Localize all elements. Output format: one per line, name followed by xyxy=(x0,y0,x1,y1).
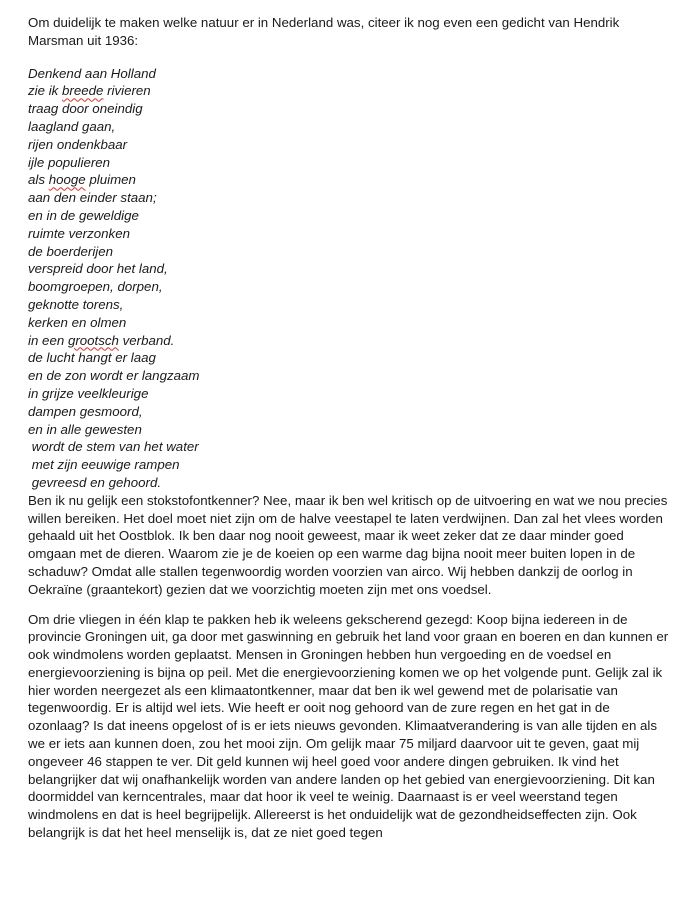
poem-line-text: verband. xyxy=(118,332,175,348)
poem-line-text: zie ik xyxy=(28,83,62,99)
spellcheck-flagged-word[interactable]: grootsch xyxy=(67,332,119,348)
poem-line: gevreesd en gehoord. xyxy=(28,474,162,490)
poem-line: ijle populieren xyxy=(28,154,111,170)
poem-line xyxy=(28,171,674,189)
paragraph-2: Om drie vliegen in één klap te pakken heb ik weleens gekscherend gezegd: Koop bijna iedereen in de provincie Groningen uit, ga door met gaswinning en gebruik het land voor graan en boeren en dan kunnen er ook windmolens worden geplaatst. Mensen in Groningen hebben hun vergoeding en de voedsel en energievoorziening is bijna op peil. Met die energievoorziening komen we op het volgende punt. Gelijk zal ik hier worden neergezet als een klimaatontkenner, maar dat ben ik wel gewend met de polarisatie van tegenwoordig. Er is altijd wel iets. Wie heeft er ooit nog gehoord van de zure regen en het gat in de ozonlaag? Is dat ineens opgelost of is er iets nieuws gevonden. Klimaatverandering is van alle tijden en als we er iets aan kunnen doen, zou het mooi zijn. Om gelijk maar 75 miljard daarvoor uit te geven, gaat mij ongeveer 46 stappen te ver. Dit geld kunnen wij heel goed voor andere dingen gebruiken. Ik vind het belangrijker dat wij onafhankelijk worden van andere landen op het gebied van energievoorziening. Dit kan doormiddel van kerncentrales, maar dat hoor ik veel te weinig. Daarnaast is er veel weerstand tegen windmolens en dat is heel begrijpelijk. Allereerst is het onduidelijk wat de gezondheidseffecten zijn. Ook belangrijk is dat het heel menselijk is, dat ze niet goed tegen xyxy=(28,611,669,841)
poem-line: traag door oneindig xyxy=(28,101,143,117)
poem-line: wordt de stem van het water xyxy=(28,439,199,455)
poem-line-text: in een xyxy=(28,332,68,348)
poem-line-text: pluimen xyxy=(85,172,136,188)
document-page xyxy=(28,14,674,854)
poem-line: laagland gaan, xyxy=(28,118,116,134)
poem-line: met zijn eeuwige rampen xyxy=(28,457,180,473)
poem-line xyxy=(28,82,674,100)
poem-line: de lucht hangt er laag xyxy=(28,350,156,366)
paragraph-1: Ben ik nu gelijk een stokstofontkenner? Nee, maar ik ben wel kritisch op de uitvoering en wat we nou precies willen bereiken. Het doel moet niet zijn om de halve veestapel te laten verdwijnen. Dan zal het vlees worden gehaald uit het Oostblok. Ik ben daar nog nooit geweest, maar ik weet zeker dat ze daar minder goed omgaan met de dieren. Waarom zie je de koeien op een warme dag bijna nooit meer buiten lopen in de schaduw? Omdat alle stallen tegenwoordig worden voorzien van airco. Wij hebben dankzij de oorlog in Oekraïne (graantekort) gezien dat we voorzichtig moeten zijn met ons voedsel. xyxy=(28,492,668,597)
poem-line: rijen ondenkbaar xyxy=(28,136,128,152)
poem-line: verspreid door het land, xyxy=(28,261,168,277)
spellcheck-flagged-word[interactable]: hooge xyxy=(48,172,86,188)
poem-line: dampen gesmoord, xyxy=(28,403,143,419)
poem-line: aan den einder staan; xyxy=(28,190,157,206)
poem-line-text: als xyxy=(28,172,49,188)
poem-line: en in alle gewesten xyxy=(28,421,142,437)
poem-line xyxy=(28,332,674,350)
poem xyxy=(28,65,674,492)
poem-line: in grijze veelkleurige xyxy=(28,385,149,401)
poem-line: en de zon wordt er langzaam xyxy=(28,368,200,384)
poem-line: geknotte torens, xyxy=(28,296,124,312)
intro-paragraph: Om duidelijk te maken welke natuur er in Nederland was, citeer ik nog even een gedicht van Hendrik Marsman uit 1936: xyxy=(28,15,620,48)
poem-line: en in de geweldige xyxy=(28,207,139,223)
spellcheck-flagged-word[interactable]: breede xyxy=(62,83,104,99)
poem-line: de boerderijen xyxy=(28,243,114,259)
poem-line: boomgroepen, dorpen, xyxy=(28,279,163,295)
poem-line: ruimte verzonken xyxy=(28,225,130,241)
poem-line: kerken en olmen xyxy=(28,314,127,330)
poem-line: Denkend aan Holland xyxy=(28,65,156,81)
poem-line-text: rivieren xyxy=(103,83,151,99)
